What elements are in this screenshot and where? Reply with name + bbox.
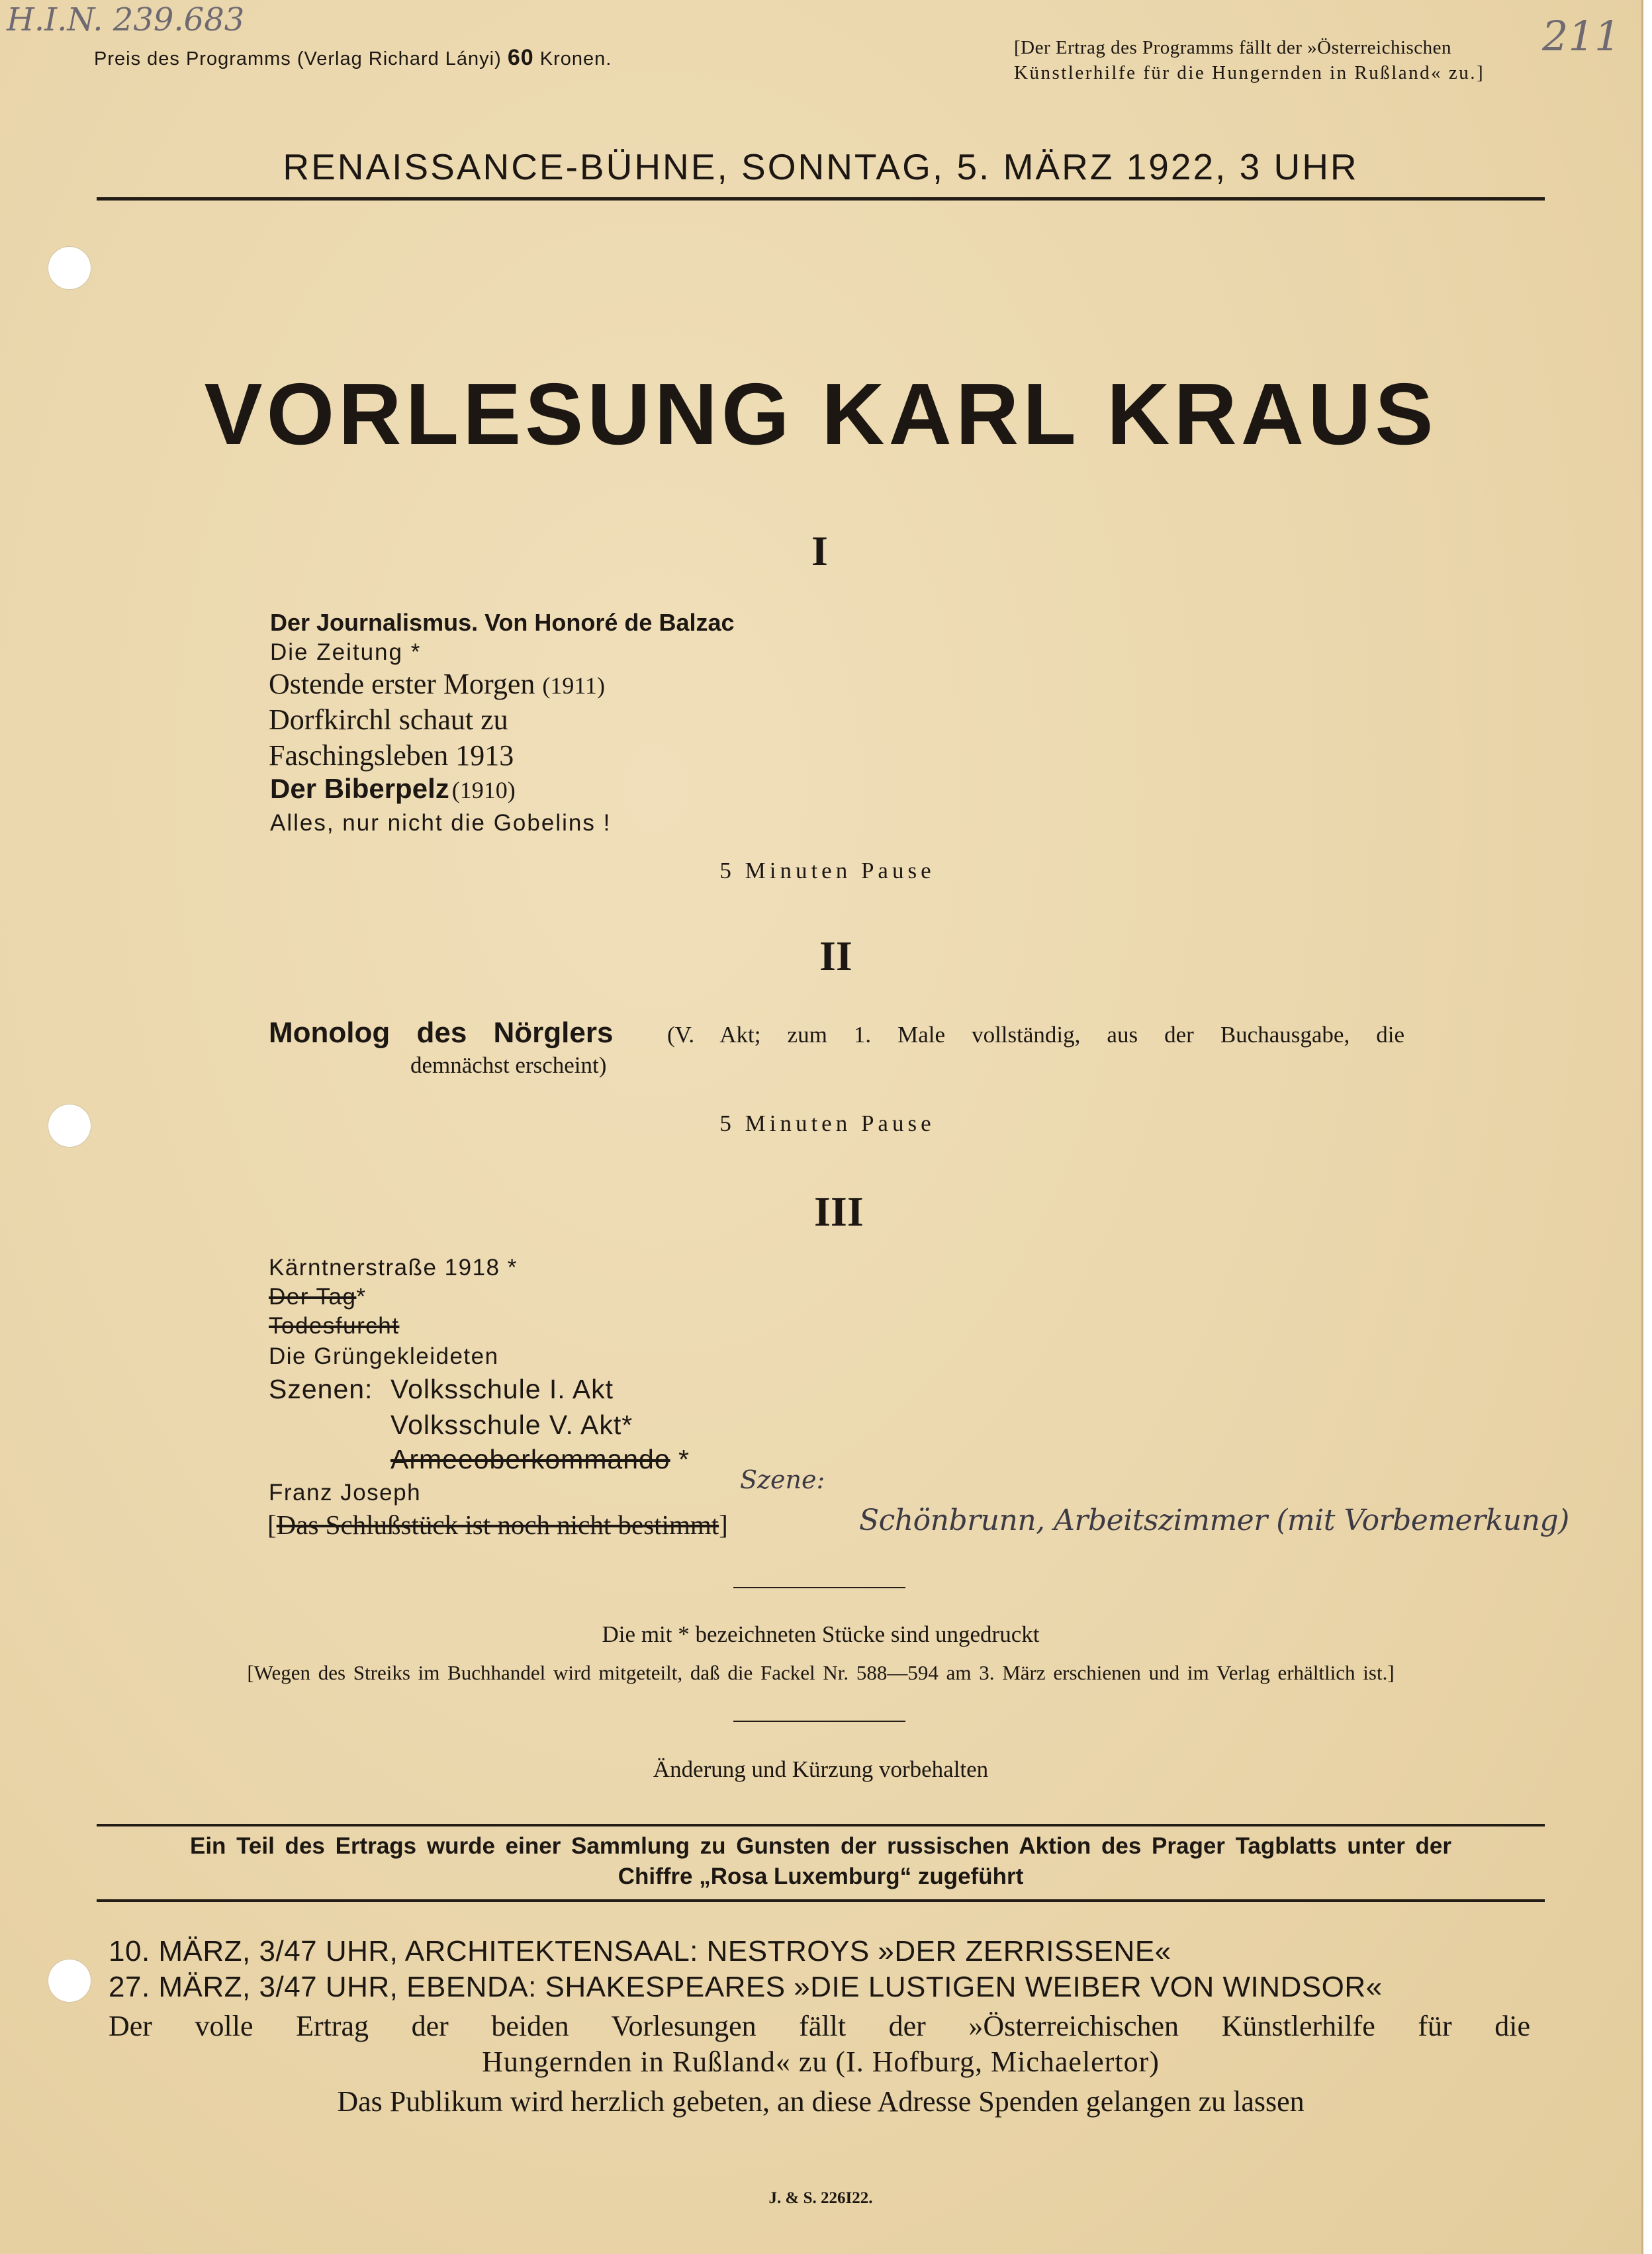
reserve-note: Änderung und Kürzung vorbehalten <box>653 1756 989 1782</box>
box-rule-top <box>97 1824 1545 1826</box>
part3-item-3: Todesfurcht <box>269 1313 400 1339</box>
part3-item-2-mark: * <box>356 1284 367 1310</box>
part3-item-2 <box>269 1284 367 1310</box>
upcoming-line3: Der volle Ertrag der beiden Vorlesungen fällt der »Österreichischen Künstlerhilfe für die <box>109 2010 1530 2042</box>
punch-hole-bottom <box>48 1959 91 2003</box>
punch-hole-top <box>48 246 91 290</box>
part3-final-item: Franz Joseph <box>269 1480 422 1506</box>
part2-note-line2: demnächst erscheint) <box>410 1052 607 1078</box>
part1-item-5: Faschingsleben 1913 <box>269 739 514 772</box>
strike-note: [Wegen des Streiks im Buchhandel wird mitgeteilt, daß die Fackel Nr. 588—594 am 3. März erschienen und im Verlag erhältlich ist.] <box>247 1661 1395 1684</box>
part1-item-3-year: (1911) <box>542 672 606 699</box>
part1-item-7: Alles, nur nicht die Gobelins ! <box>270 810 612 836</box>
handwritten-scene-label: Szene: <box>740 1465 825 1494</box>
part-numeral-3: III <box>814 1188 864 1235</box>
part1-item-4: Dorfkirchl schaut zu <box>269 703 508 736</box>
part1-item-1: Der Journalismus. Von Honoré de Balzac <box>270 609 735 636</box>
bracket-open: [ <box>267 1510 277 1540</box>
upcoming-line4: Hungernden in Rußland« zu (I. Hofburg, Michaelertor) <box>482 2046 1160 2078</box>
venue-rule <box>97 197 1545 201</box>
part2-note-line1: (V. Akt; zum 1. Male vollständig, aus der Buchausgabe, die <box>667 1022 1404 1048</box>
part-numeral-2: II <box>819 932 852 979</box>
price-unit: Kronen. <box>539 48 612 69</box>
part2-item: Monolog des Nörglers <box>269 1016 614 1049</box>
proceeds-note-line1: [Der Ertrag des Programms fällt der »Österreichischen <box>1014 37 1452 58</box>
handwritten-final-note: Schönbrunn, Arbeitszimmer (mit Vorbemerkung) <box>859 1504 1569 1537</box>
part1-item-6-year: (1910) <box>451 777 516 803</box>
struck-final-note: Das Schlußstück ist noch nicht bestimmt <box>276 1510 719 1540</box>
bracket-close: ] <box>719 1510 728 1540</box>
proceeds-note-line2: Künstlerhilfe für die Hungernden in Rußland« zu.] <box>1014 62 1485 83</box>
price-amount: 60 <box>507 45 534 70</box>
scene-1: Volksschule I. Akt <box>390 1374 614 1404</box>
punch-hole-middle <box>48 1104 91 1148</box>
program-price <box>94 45 612 71</box>
scenes-label: Szenen: <box>269 1374 373 1404</box>
part3-item-2-text: Der Tag <box>269 1284 357 1310</box>
boxed-note-line1: Ein Teil des Ertrags wurde einer Sammlung zu Gunsten der russischen Aktion des Prager Tagblatts unter der <box>189 1833 1452 1859</box>
upcoming-line2: 27. MÄRZ, 3/47 UHR, EBENDA: SHAKESPEARES »DIE LUSTIGEN WEIBER VON WINDSOR« <box>109 1971 1383 2003</box>
venue-line: RENAISSANCE-BÜHNE, SONNTAG, 5. MÄRZ 1922, 3 UHR <box>283 146 1359 187</box>
upcoming-line5: Das Publikum wird herzlich gebeten, an diese Adresse Spenden gelangen zu lassen <box>337 2085 1305 2118</box>
page-title: VORLESUNG KARL KRAUS <box>204 365 1438 463</box>
scene-2: Volksschule V. Akt* <box>390 1410 633 1440</box>
pause-1: 5 Minuten Pause <box>719 858 935 883</box>
price-label: Preis des Programms (Verlag Richard Lányi) <box>94 48 502 69</box>
boxed-note-line2: Chiffre „Rosa Luxemburg“ zugeführt <box>618 1864 1024 1889</box>
short-rule-2 <box>733 1721 905 1722</box>
printer-mark: J. & S. 226I22. <box>768 2189 873 2207</box>
box-rule-bottom <box>97 1899 1545 1902</box>
upcoming-line1: 10. MÄRZ, 3/47 UHR, ARCHITEKTENSAAL: NESTROYS »DER ZERRISSENE« <box>109 1935 1171 1967</box>
part1-item-3-title: Ostende erster Morgen <box>269 668 535 700</box>
part3-item-4: Die Grüngekleideten <box>269 1343 499 1369</box>
part1-item-3 <box>269 667 605 701</box>
part1-item-6-title: Der Biberpelz <box>270 773 449 804</box>
part-numeral-1: I <box>811 527 828 574</box>
short-rule-1 <box>733 1587 905 1588</box>
part1-item-2: Die Zeitung * <box>270 639 422 665</box>
folio-number: 211 <box>1542 12 1621 60</box>
scene-3-mark: * <box>678 1444 690 1474</box>
archive-signature: H.I.N. 239.683 <box>7 1 245 38</box>
scene-3 <box>390 1444 690 1475</box>
final-piece-note <box>267 1509 728 1541</box>
part3-item-1: Kärntnerstraße 1918 * <box>269 1255 518 1281</box>
asterisk-note: Die mit * bezeichneten Stücke sind ungedruckt <box>602 1621 1040 1647</box>
scene-3-text: Armeeoberkommando <box>390 1444 670 1474</box>
part1-item-6 <box>270 773 516 805</box>
pause-2: 5 Minuten Pause <box>719 1110 935 1136</box>
